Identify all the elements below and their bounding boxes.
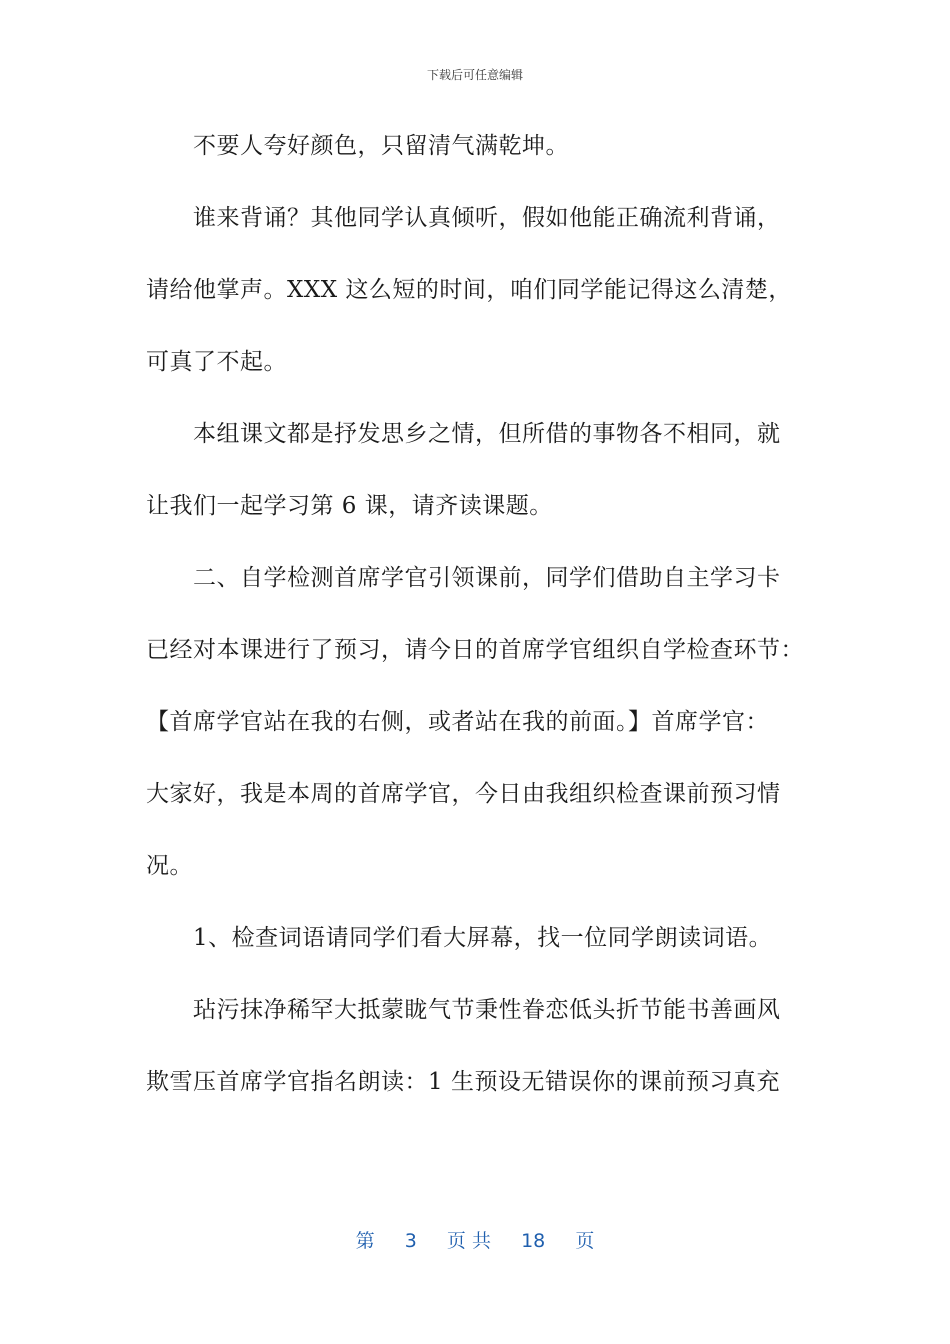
document-body (146, 128, 806, 1136)
page-number: 3 (404, 1230, 417, 1252)
text-line: 【首席学官站在我的右侧，或者站在我的前面。】首席学官： (146, 709, 769, 735)
text-line: 可真了不起。 (146, 349, 287, 375)
text-line: 欺雪压首席学官指名朗读：1 生预设无错误你的课前预习真充 (146, 1069, 780, 1095)
text-line: 请给他掌声。XXX 这么短的时间，咱们同学能记得这么清楚， (146, 277, 792, 303)
text-line: 已经对本课进行了预习，请今日的首席学官组织自学检查环节： (146, 637, 804, 663)
text-line: 不要人夸好颜色，只留清气满乾坤。 (193, 133, 569, 159)
page-header: 下载后可任意编辑 (426, 68, 523, 82)
text-line: 1、检查词语请同学们看大屏幕，找一位同学朗读词语。 (193, 925, 773, 951)
text-line: 二、自学检测首席学官引领课前，同学们借助自主学习卡 (193, 565, 781, 591)
page-middle: 页 共 (446, 1230, 491, 1252)
text-line: 玷污抹净稀罕大抵蒙眬气节秉性眷恋低头折节能书善画风 (193, 997, 781, 1023)
text-line: 本组课文都是抒发思乡之情，但所借的事物各不相同，就 (193, 421, 781, 447)
text-line: 况。 (146, 853, 193, 879)
total-pages: 18 (521, 1230, 546, 1252)
text-line: 让我们一起学习第 6 课，请齐读课题。 (146, 493, 553, 519)
page-suffix: 页 (575, 1230, 595, 1252)
text-line: 大家好，我是本周的首席学官，今日由我组织检查课前预习情 (146, 781, 781, 807)
page-prefix: 第 (355, 1230, 375, 1252)
page-footer (0, 1226, 950, 1253)
text-line: 谁来背诵？其他同学认真倾听，假如他能正确流利背诵， (193, 205, 781, 231)
